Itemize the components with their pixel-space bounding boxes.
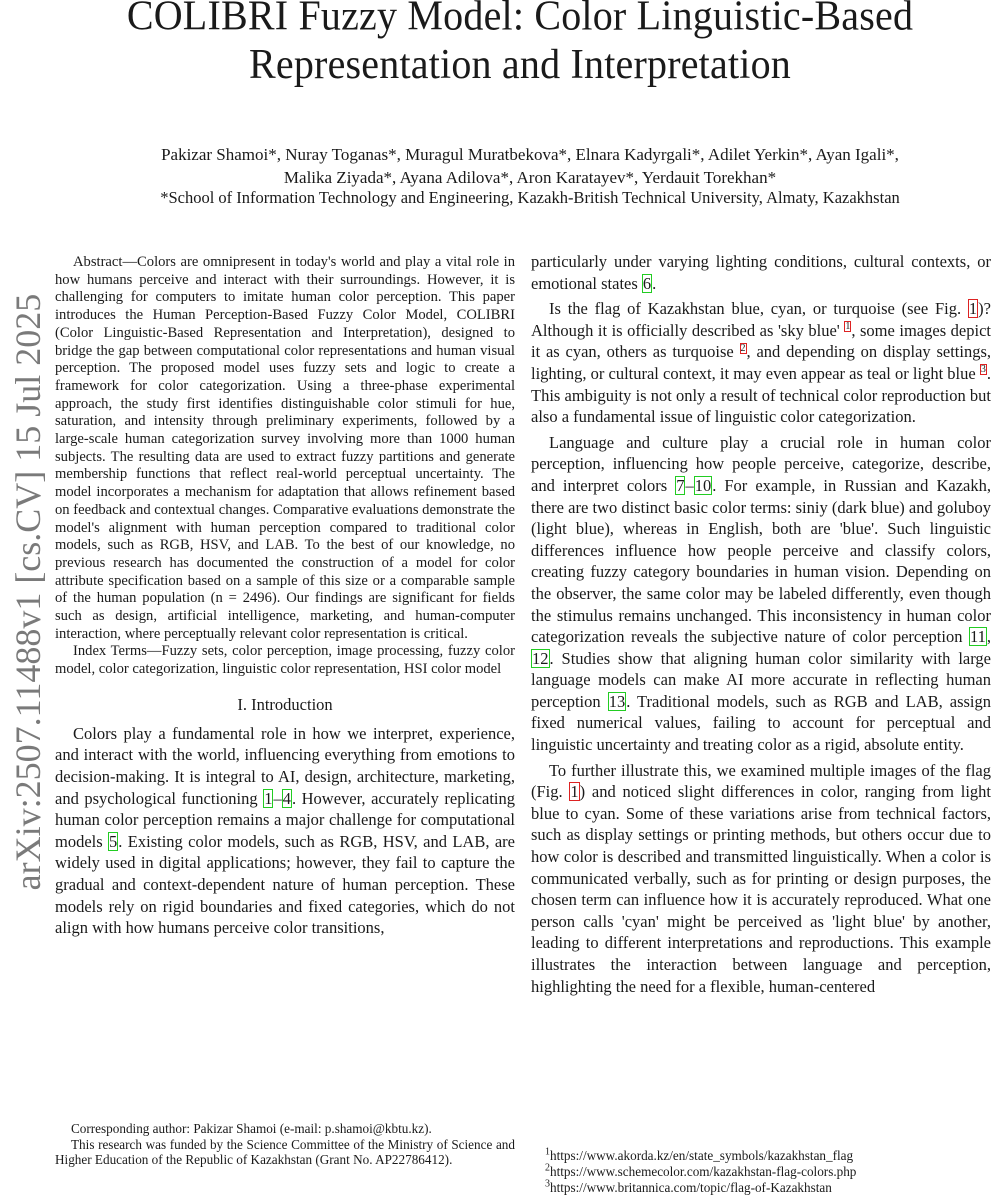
text-run: . Traditional models, such as RGB and LAB, assign fixed numerical values, failing to account for perceptual and linguistic uncertainty and treating color as a rigid, absolute entity. (531, 691, 991, 755)
text-run: )? Although it is officially described as 'sky blue' (531, 299, 991, 340)
paper-title (0, 0, 994, 88)
text-run: ) and noticed slight differences in color, ranging from light blue to cyan. Some of these variations arise from technical factors, such as display settings or printing methods, but others occur due to how color is described and transmitted linguistically. When a color is communicated verbally, such as for printing or design purposes, the chosen term can influence how it is accurately reproduced. What one person calls 'cyan' might be perceived as 'light blue' by another, leading to different interpretations and reproductions. This example illustrates the interaction between language and perception, highlighting the need for a flexible, human-centered (531, 782, 991, 996)
text-run: . This ambiguity is not only a result of technical color reproduction but also a fundamental issue of linguistic color categorization. (531, 363, 991, 427)
citation-link[interactable]: 11 (969, 627, 986, 647)
intro-paragraph-3 (531, 432, 991, 756)
citation-link[interactable]: 13 (608, 691, 626, 711)
figure-link[interactable]: 1 (570, 782, 579, 802)
author-list (40, 143, 994, 189)
citation-link[interactable]: 10 (694, 475, 712, 495)
title-line-1: COLIBRI Fuzzy Model: Color Linguistic-Based (126, 0, 914, 39)
title-line-2: Representation and Interpretation (249, 40, 791, 88)
text-run: , some images depict it as cyan, others as turquoise (531, 320, 991, 362)
footnote-3 (545, 1180, 985, 1196)
arxiv-stamp: arXiv:2507.11488v1 [cs.CV] 15 Jul 2025 (8, 293, 48, 891)
citation-link[interactable]: 7 (676, 475, 685, 495)
footnotes-right (545, 1148, 985, 1196)
text-run: particularly under varying lighting conditions, cultural contexts, or emotional states (531, 252, 991, 293)
text-run: . Existing color models, such as RGB, HSV, and LAB, are widely used in digital applications; however, they fail to capture the gradual and context-dependent nature of human perception. These models rely on rigid boundaries and fixed categories, which do not align with how humans perceive color transitions, (55, 831, 515, 938)
intro-paragraph-2 (531, 298, 991, 428)
citation-link[interactable]: 6 (642, 273, 652, 293)
footnote-1 (545, 1148, 985, 1164)
footnote-url[interactable]: https://www.schemecolor.com/kazakhstan-flag-colors.php (550, 1164, 857, 1179)
left-column (55, 254, 515, 939)
figure-link[interactable]: 1 (968, 299, 978, 319)
intro-paragraph-4 (531, 760, 991, 998)
section-heading-introduction: I. Introduction (237, 694, 333, 714)
text-run: Language and culture play a crucial role in human color perception, influencing how people perceive, categorize, describe, and interpret colors (531, 432, 991, 495)
footnote-url[interactable]: https://www.akorda.kz/en/state_symbols/kazakhstan_flag (550, 1148, 854, 1163)
text-run: . (652, 273, 657, 293)
citation-link[interactable]: 4 (282, 788, 291, 808)
intro-paragraph-1-continued (531, 251, 991, 294)
footnotes-left (55, 1121, 515, 1168)
text-run: – (685, 475, 694, 495)
intro-paragraph-1 (55, 723, 515, 939)
intro-body-left (55, 723, 515, 939)
authors-line-1: Pakizar Shamoi*, Nuray Toganas*, Muragul Muratbekova*, Elnara Kadyrgali*, Adilet Yerkin*, Ayan Igali*, (161, 145, 899, 164)
abstract-text: Abstract—Colors are omnipresent in today's world and play a vital role in how humans perceive and interact with their surroundings. However, it is challenging for computers to imitate human color perception. This paper introduces the Human Perception-Based Fuzzy Color Model, COLIBRI (Color Linguistic-Based Representation and Interpretation), designed to bridge the gap between computational color representations and human visual perception. The proposed model uses fuzzy sets and logic to create a framework for color categorization. Using a three-phase experimental approach, the study first identifies distinguishable color stimuli for hue, saturation, and intensity through preliminary experiments, followed by a large-scale human categorization survey involving more than 1000 human subjects. The resulting data are used to extract fuzzy partitions and generate membership functions that reflect real-world perceptual uncertainty. The model incorporates a mechanism for adaptation that allows refinement based on feedback and contextual changes. Comparative evaluations demonstrate the model's alignment with human perception compared to traditional color models, such as RGB, HSV, and LAB. To the best of our knowledge, no previous research has documented the construction of a model for color attribute specification based on a sample of this size or a comparable sample of the human population (n = 2496). Our findings are significant for fields such as design, artificial intelligence, marketing, and human-computer interaction, where perceptually relevant color representation is critical. (55, 254, 515, 642)
affiliation: *School of Information Technology and Engineering, Kazakh-British Technical University, Almaty, Kazakhstan (160, 188, 900, 207)
authors-line-2: Malika Ziyada*, Ayana Adilova*, Aron Karatayev*, Yerdauit Torekhan* (283, 168, 777, 187)
funding-note: This research was funded by the Science Committee of the Ministry of Science and Higher Education of the Republic of Kazakhstan (Grant No. AP22786412). (55, 1136, 515, 1167)
text-run: , (986, 627, 991, 647)
text-run: , and depending on display settings, lighting, or cultural context, it may even appear as teal or light blue (531, 342, 991, 383)
footnote-link[interactable]: 1 (845, 321, 851, 333)
citation-link[interactable]: 5 (109, 831, 118, 851)
footnote-number: 3 (545, 1178, 550, 1190)
footnote-number: 1 (545, 1146, 550, 1158)
citation-link[interactable]: 1 (264, 788, 273, 808)
footnote-url[interactable]: https://www.britannica.com/topic/flag-of-Kazakhstan (550, 1180, 832, 1195)
text-run: Colors play a fundamental role in how we interpret, experience, and interact with the world, influencing everything from emotions to decision-making. It is integral to AI, design, architecture, marketing, and psychological functioning (55, 723, 515, 808)
text-run: – (273, 788, 282, 808)
abstract-section (55, 254, 515, 679)
footnote-number: 2 (545, 1162, 550, 1174)
text-run: To further illustrate this, we examined multiple images of the flag (Fig. (531, 760, 991, 802)
footnote-2 (545, 1164, 985, 1180)
text-run: Is the flag of Kazakhstan blue, cyan, or turquoise (see Fig. (549, 299, 968, 319)
text-run: . However, accurately replicating human color perception remains a major challenge for computational models (55, 788, 515, 851)
footnote-link[interactable]: 2 (740, 342, 746, 354)
text-run: . For example, in Russian and Kazakh, there are two distinct basic color terms: siniy (dark blue) and goluboy (light blue), whereas in English, both are 'blue'. Such linguistic differences influence how people perceive and classify colors, creating fuzzy category boundaries in human vision. Depending on the observer, the same color may be labeled differently, even though the stimulus remains unchanged. This inconsistency in human color categorization reveals the subjective nature of color perception (531, 475, 991, 647)
index-terms: Index Terms—Fuzzy sets, color perception, image processing, fuzzy color model, color categorization, linguistic color representation, HSI color model (55, 643, 515, 678)
text-run: . Studies show that aligning human color similarity with large language models can make AI more accurate in reflecting human perception (531, 648, 991, 711)
corresponding-author-note: Corresponding author: Pakizar Shamoi (e-mail: p.shamoi@kbtu.kz). (71, 1121, 432, 1136)
citation-link[interactable]: 12 (532, 648, 549, 668)
right-column (531, 251, 991, 1001)
footnote-link[interactable]: 3 (980, 364, 986, 376)
